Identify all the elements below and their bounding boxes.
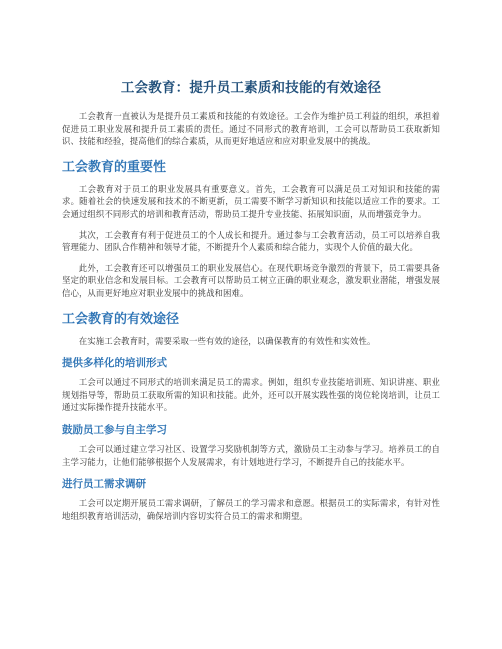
document-title: 工会教育：提升员工素质和技能的有效途径 bbox=[120, 80, 382, 96]
approaches-intro-paragraph: 在实施工会教育时，需要采取一些有效的途径，以确保教育的有效性和实效性。 bbox=[78, 335, 376, 346]
importance-paragraph-2: 其次，工会教育有利于促进员工的个人成长和提升。通过参与工会教育活动，员工可以培养自我管理能力、团队合作精神和领导才能，不断提升个人素质和综合能力，实现个人价值的最大化。 bbox=[62, 229, 440, 253]
section-heading-approaches: 工会教育的有效途径 bbox=[62, 311, 180, 327]
subheading-diverse-training: 提供多样化的培训形式 bbox=[62, 357, 167, 370]
self-learning-paragraph: 工会可以通过建立学习社区、设置学习奖励机制等方式，激励员工主动参与学习。培养员工的自主学习能力，让他们能够根据个人发展需求，有计划地进行学习，不断提升自己的技能水平。 bbox=[62, 443, 440, 467]
importance-paragraph-3: 此外，工会教育还可以增强员工的职业发展信心。在现代职场竞争激烈的背景下，员工需要具备坚定的职业信念和发展目标。工会教育可以帮助员工树立正确的职业观念，激发职业潜能，增强发展信心，从而更好地应对职业发展中的挑战和困难。 bbox=[62, 262, 440, 298]
importance-paragraph-1: 工会教育对于员工的职业发展具有重要意义。首先，工会教育可以满足员工对知识和技能的需求。随着社会的快速发展和技术的不断更新，员工需要不断学习新知识和技能以适应工作的要求。工会通过组织不同形式的培训和教育活动，帮助员工提升专业技能、拓展知识面，从而增强竞争力。 bbox=[62, 183, 440, 219]
diverse-training-paragraph: 工会可以通过不同形式的培训来满足员工的需求。例如，组织专业技能培训班、知识讲座、职业规划指导等，帮助员工获取所需的知识和技能。此外，还可以开展实践性强的岗位轮岗培训，让员工通过实际操作提升技能水平。 bbox=[62, 377, 440, 413]
subheading-needs-survey: 进行员工需求调研 bbox=[62, 478, 146, 491]
needs-survey-paragraph: 工会可以定期开展员工需求调研，了解员工的学习需求和意愿。根据员工的实际需求，有针对性地组织教育培训活动，确保培训内容切实符合员工的需求和期望。 bbox=[62, 498, 440, 521]
subheading-self-learning: 鼓励员工参与自主学习 bbox=[62, 423, 167, 436]
section-heading-importance: 工会教育的重要性 bbox=[62, 159, 167, 175]
intro-paragraph: 工会教育一直被认为是提升员工素质和技能的有效途径。工会作为维护员工利益的组织，承担着促进员工职业发展和提升员工素质的责任。通过不同形式的教育培训，工会可以帮助员工获取新知识、技能和经验，提高他们的综合素质，从而更好地适应和应对职业发展中的挑战。 bbox=[62, 111, 440, 147]
